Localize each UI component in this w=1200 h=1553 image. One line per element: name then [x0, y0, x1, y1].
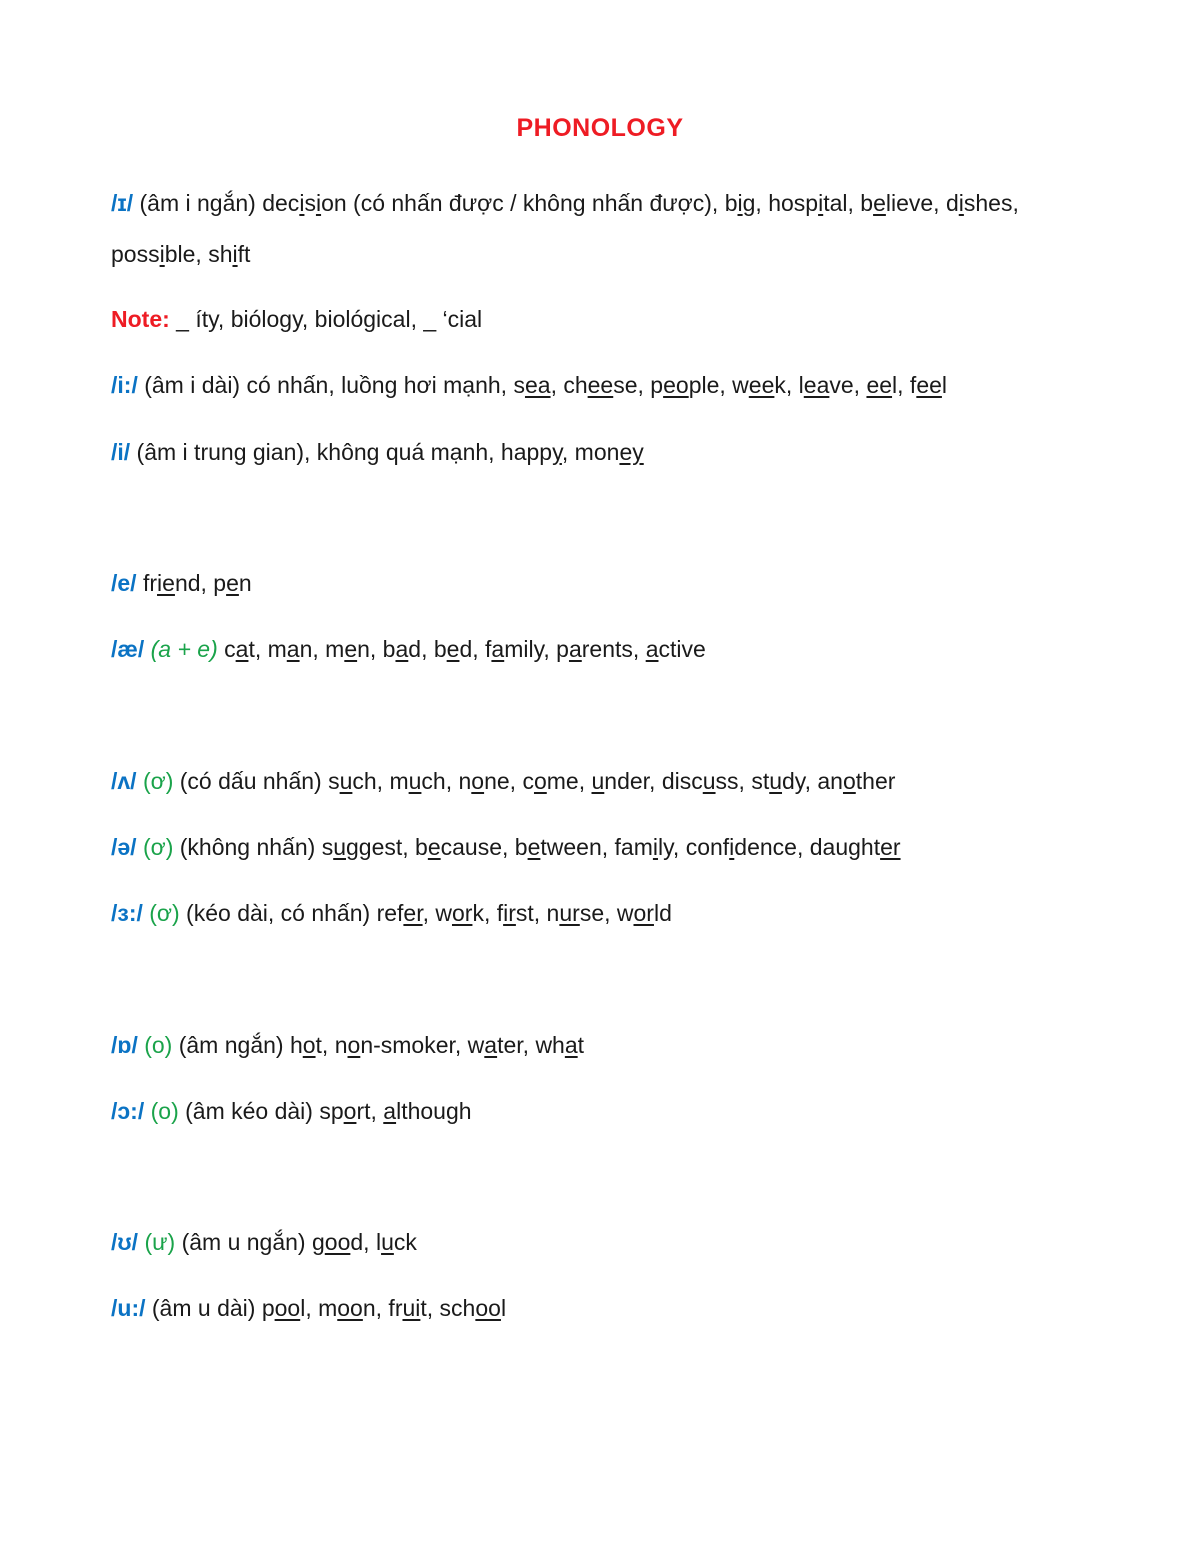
underlined-letters: u: [769, 768, 783, 794]
underlined-letters: a: [383, 1098, 397, 1124]
phoneme-hint: (ơ): [136, 834, 174, 860]
example-text: (kéo dài, có nhấn) ref: [179, 900, 404, 926]
phoneme-symbol: /i:/: [111, 372, 138, 398]
underlined-letters: ee: [748, 372, 775, 398]
phoneme-symbol: /u:/: [111, 1295, 146, 1321]
phoneme-hint: (a + e): [144, 636, 218, 662]
example-text: (có dấu nhấn) s: [173, 768, 340, 794]
underlined-letters: i: [315, 190, 322, 216]
example-text: tal, b: [823, 190, 874, 216]
example-text: s: [304, 190, 316, 216]
example-text: shes,: [963, 190, 1019, 216]
underlined-letters: i: [159, 241, 165, 267]
phoneme-symbol: /ɪ/: [111, 190, 134, 216]
example-text: lthough: [396, 1098, 472, 1124]
example-text: ple, w: [688, 372, 749, 398]
underlined-letters: e: [344, 636, 358, 662]
example-text: (âm i ngắn) dec: [133, 190, 300, 216]
example-text: ne, c: [484, 768, 534, 794]
example-text: ft: [237, 241, 251, 267]
phoneme-line: [111, 370, 947, 400]
example-text: , w: [422, 900, 452, 926]
example-text: n: [238, 570, 252, 596]
phoneme-symbol: /æ/: [111, 636, 145, 662]
example-text: ly, conf: [658, 834, 730, 860]
phoneme-symbol: /ə/: [111, 834, 137, 860]
underlined-letters: e: [873, 190, 886, 216]
example-text: ss, st: [715, 768, 770, 794]
example-text: poss: [111, 241, 160, 267]
example-text: cause, b: [440, 834, 528, 860]
example-text: ctive: [658, 636, 706, 662]
example-text: n, b: [357, 636, 396, 662]
example-text: l: [941, 372, 948, 398]
example-text: tween, fam: [540, 834, 653, 860]
phoneme-symbol: /ɔ:/: [111, 1098, 145, 1124]
example-text: on (có nhấn được / không nhấn được), b: [321, 190, 738, 216]
page-title: PHONOLOGY: [516, 114, 684, 142]
underlined-letters: ui: [402, 1295, 421, 1321]
underlined-letters: e: [427, 834, 441, 860]
example-text: ch, n: [421, 768, 472, 794]
phoneme-line: [111, 1096, 472, 1126]
example-text: st, n: [515, 900, 560, 926]
phoneme-line: [111, 1293, 506, 1323]
underlined-letters: eo: [663, 372, 689, 398]
example-text: t, n: [315, 1032, 348, 1058]
underlined-letters: u: [408, 768, 422, 794]
underlined-letters: o: [533, 768, 547, 794]
phoneme-line: [111, 188, 1019, 218]
underlined-letters: ur: [559, 900, 580, 926]
underlined-letters: a: [484, 1032, 498, 1058]
phoneme-hint: (o): [137, 1032, 173, 1058]
underlined-letters: a: [568, 636, 582, 662]
example-text: (âm ngắn) h: [172, 1032, 303, 1058]
example-text: ter, wh: [497, 1032, 565, 1058]
phoneme-symbol: /ɜ:/: [111, 900, 143, 926]
phoneme-line: [111, 634, 706, 664]
phoneme-line: [111, 304, 482, 334]
underlined-letters: u: [333, 834, 346, 860]
underlined-letters: y: [552, 439, 562, 465]
example-text: se, w: [579, 900, 634, 926]
example-text: d, b: [408, 636, 447, 662]
example-text: rt,: [356, 1098, 384, 1124]
underlined-letters: o: [343, 1098, 357, 1124]
underlined-letters: oo: [274, 1295, 301, 1321]
example-text: (âm i trung gian), không quá mạnh, happ: [130, 439, 553, 465]
example-text: dy, an: [782, 768, 843, 794]
example-text: d, l: [350, 1229, 382, 1255]
example-text: t, sch: [420, 1295, 476, 1321]
phoneme-symbol: /ʊ/: [111, 1229, 139, 1255]
underlined-letters: o: [302, 1032, 316, 1058]
phoneme-line: [111, 1227, 417, 1257]
example-text: fr: [136, 570, 158, 596]
example-text: (âm kéo dài) sp: [178, 1098, 344, 1124]
underlined-letters: o: [471, 768, 485, 794]
underlined-letters: i: [299, 190, 305, 216]
phoneme-line: [111, 437, 644, 467]
underlined-letters: e: [446, 636, 460, 662]
underlined-letters: or: [451, 900, 473, 926]
example-text: k, f: [472, 900, 504, 926]
phoneme-symbol: /e/: [111, 570, 137, 596]
example-text: _ íty, biólogy, biológical, _ ‘cial: [169, 306, 483, 332]
example-text: ggest, b: [346, 834, 428, 860]
underlined-letters: a: [395, 636, 409, 662]
underlined-letters: e: [226, 570, 239, 596]
underlined-letters: ee: [916, 372, 942, 398]
phoneme-symbol: /i/: [111, 439, 131, 465]
phoneme-hint: (ơ): [142, 900, 180, 926]
underlined-letters: u: [702, 768, 716, 794]
example-text: l, f: [892, 372, 917, 398]
example-text: rents,: [581, 636, 646, 662]
example-text: dence, daught: [734, 834, 881, 860]
underlined-letters: o: [347, 1032, 361, 1058]
example-text: t, m: [248, 636, 287, 662]
example-text: l, m: [300, 1295, 338, 1321]
example-text: k, l: [774, 372, 804, 398]
phoneme-symbol: /ʌ/: [111, 768, 137, 794]
underlined-letters: a: [491, 636, 505, 662]
underlined-letters: i: [737, 190, 743, 216]
example-text: c: [217, 636, 236, 662]
underlined-letters: er: [403, 900, 423, 926]
example-text: ck: [393, 1229, 417, 1255]
underlined-letters: i: [958, 190, 964, 216]
underlined-letters: i: [729, 834, 735, 860]
example-text: se, p: [613, 372, 664, 398]
underlined-letters: i: [818, 190, 824, 216]
underlined-letters: i: [232, 241, 238, 267]
underlined-letters: ea: [803, 372, 830, 398]
example-text: nder, disc: [604, 768, 703, 794]
underlined-letters: u: [381, 1229, 394, 1255]
example-text: mily, p: [504, 636, 569, 662]
phoneme-line: [111, 568, 252, 598]
example-text: t: [577, 1032, 585, 1058]
example-text: nd, p: [174, 570, 227, 596]
underlined-letters: u: [591, 768, 605, 794]
example-text: ld: [653, 900, 672, 926]
example-text: , mon: [561, 439, 620, 465]
underlined-letters: o: [842, 768, 856, 794]
phoneme-line: [111, 832, 901, 862]
example-text: (không nhấn) s: [173, 834, 334, 860]
phoneme-hint: (ơ): [136, 768, 174, 794]
example-text: d, f: [459, 636, 492, 662]
underlined-letters: oo: [475, 1295, 501, 1321]
example-text: n-smoker, w: [360, 1032, 485, 1058]
phoneme-hint: (ư): [138, 1229, 176, 1255]
example-text: g, hosp: [742, 190, 819, 216]
underlined-letters: ey: [619, 439, 644, 465]
underlined-letters: ie: [157, 570, 175, 596]
underlined-letters: oo: [337, 1295, 363, 1321]
phoneme-symbol: /ɒ/: [111, 1032, 138, 1058]
phoneme-line: [111, 239, 250, 269]
example-text: me,: [546, 768, 592, 794]
example-text: n, fr: [362, 1295, 403, 1321]
phoneme-hint: (o): [144, 1098, 179, 1124]
phoneme-line: [111, 898, 672, 928]
example-text: ch, m: [352, 768, 409, 794]
underlined-letters: ir: [503, 900, 516, 926]
underlined-letters: or: [633, 900, 654, 926]
underlined-letters: i: [652, 834, 659, 860]
example-text: (âm u ngắn) g: [175, 1229, 325, 1255]
underlined-letters: u: [339, 768, 353, 794]
underlined-letters: a: [235, 636, 249, 662]
underlined-letters: a: [645, 636, 659, 662]
underlined-letters: a: [564, 1032, 578, 1058]
example-text: ther: [855, 768, 896, 794]
phoneme-line: [111, 766, 895, 796]
example-text: (âm i dài) có nhấn, luồng hơi mạnh, s: [137, 372, 525, 398]
example-text: ve,: [829, 372, 867, 398]
underlined-letters: er: [880, 834, 901, 860]
underlined-letters: e: [527, 834, 541, 860]
underlined-letters: oo: [324, 1229, 351, 1255]
underlined-letters: ee: [587, 372, 614, 398]
example-text: (âm u dài) p: [145, 1295, 275, 1321]
example-text: ble, sh: [164, 241, 233, 267]
example-text: n, m: [299, 636, 345, 662]
underlined-letters: a: [286, 636, 300, 662]
phoneme-line: [111, 1030, 584, 1060]
example-text: , ch: [550, 372, 588, 398]
underlined-letters: ea: [524, 372, 551, 398]
example-text: lieve, d: [885, 190, 959, 216]
underlined-letters: ee: [866, 372, 893, 398]
example-text: l: [500, 1295, 507, 1321]
note-label: Note:: [111, 306, 170, 332]
